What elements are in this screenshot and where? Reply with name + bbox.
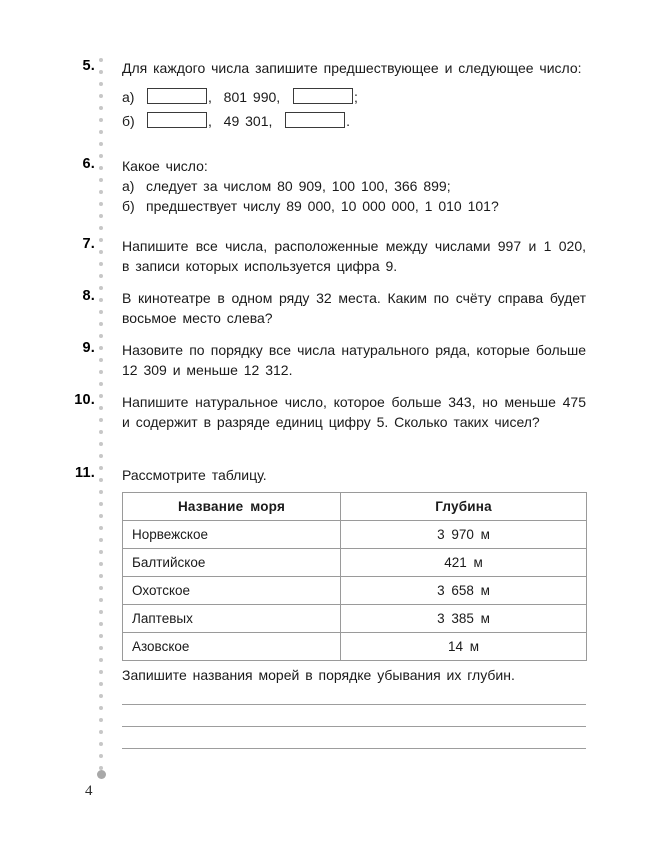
answer-box-5b-right[interactable] (285, 112, 345, 128)
rail-dot (99, 526, 103, 530)
subitem-a-comma: , (276, 89, 281, 105)
page-number: 4 (85, 783, 93, 799)
rail-dot (99, 262, 103, 266)
rail-dot (99, 286, 103, 290)
exercise-11-number: 11. (75, 465, 95, 481)
rail-dot (99, 418, 103, 422)
rail-dot (99, 166, 103, 170)
rail-dot (99, 598, 103, 602)
rail-dot (99, 622, 103, 626)
rail-dot (99, 70, 103, 74)
exercise-6-subitem-a (122, 176, 586, 196)
writing-line-3[interactable] (122, 748, 586, 749)
rail-dot (99, 298, 103, 302)
rail-dot (99, 430, 103, 434)
subitem-a-content (146, 87, 586, 107)
exercise-8-body (122, 288, 586, 328)
exercise-5-body (122, 58, 586, 131)
answer-box-5a-left[interactable] (147, 88, 207, 104)
exercise-6-prompt: Какое число: (122, 158, 208, 174)
rail-dot (99, 466, 103, 470)
writing-line-1[interactable] (122, 704, 586, 705)
rail-dot (99, 754, 103, 758)
rail-dot (99, 274, 103, 278)
rail-dot (99, 718, 103, 722)
rail-dot (99, 94, 103, 98)
table-cell-sea-name: Балтийское (123, 549, 341, 577)
rail-dot (99, 82, 103, 86)
subitem-b-value: 49 301 (223, 113, 269, 129)
exercise-11-followup-body (122, 665, 586, 685)
exercise-11-body (122, 465, 586, 485)
rail-dot (99, 490, 103, 494)
exercise-5-subitem-b (122, 111, 586, 131)
subitem-b-label: б) (122, 198, 135, 214)
rail-dot (99, 706, 103, 710)
subitem-b-text: предшествует числу 89 000, 10 000 000, 1 010 101? (146, 198, 499, 214)
table-row (123, 633, 587, 661)
subitem-b-label: б) (122, 113, 135, 129)
table-cell-sea-name: Азовское (123, 633, 341, 661)
subitem-b-comma: , (268, 113, 273, 129)
rail-dot (99, 610, 103, 614)
exercise-5-prompt: Для каждого числа запишите предшествующее и следующее число: (122, 60, 582, 76)
rail-dot (99, 586, 103, 590)
exercise-7-prompt: Напишите все числа, расположенные между числами 997 и 1 020, в записи которых используется цифра 9. (122, 238, 586, 274)
rail-dot (99, 58, 103, 62)
rail-dot (99, 454, 103, 458)
rail-dot (99, 406, 103, 410)
rail-dot (99, 178, 103, 182)
rail-dot (99, 214, 103, 218)
rail-dot (99, 658, 103, 662)
subitem-b-content (146, 111, 586, 131)
table-row (123, 521, 587, 549)
exercise-7-number: 7. (82, 236, 95, 252)
rail-dot (99, 322, 103, 326)
exercise-10-number: 10. (74, 392, 95, 408)
dotted-rail (99, 58, 105, 770)
exercise-11-followup: Запишите названия морей в порядке убывания их глубин. (122, 667, 515, 683)
subitem-a-label: а) (122, 89, 135, 105)
rail-dot (99, 694, 103, 698)
table-cell-sea-name: Охотское (123, 577, 341, 605)
exercise-8-prompt: В кинотеатре в одном ряду 32 места. Каким по счёту справа будет восьмое место слева? (122, 290, 586, 326)
exercise-5-number: 5. (82, 58, 95, 74)
answer-box-5a-right[interactable] (293, 88, 353, 104)
rail-dot (99, 742, 103, 746)
exercise-6-subitem-b (122, 196, 586, 216)
table-row (123, 577, 587, 605)
subitem-a-sep-left: , (208, 89, 212, 105)
writing-line-2[interactable] (122, 726, 586, 727)
rail-dot (99, 142, 103, 146)
subitem-a-sep-right: ; (353, 89, 358, 105)
exercise-9-prompt: Назовите по порядку все числа натурального ряда, которые больше 12 309 и меньше 12 312. (122, 342, 586, 378)
table-header-depth: Глубина (341, 493, 587, 521)
exercise-8-number: 8. (82, 288, 95, 304)
rail-end-dot (97, 770, 106, 779)
answer-box-5b-left[interactable] (147, 112, 207, 128)
rail-dot (99, 370, 103, 374)
exercise-6-body (122, 156, 586, 216)
rail-dot (99, 106, 103, 110)
subitem-a-value: 801 990 (223, 89, 277, 105)
rail-dot (99, 478, 103, 482)
seas-depth-table-wrapper (122, 492, 586, 661)
exercise-10-body (122, 392, 586, 432)
rail-dot (99, 562, 103, 566)
rail-dot (99, 130, 103, 134)
exercise-5-subitem-a (122, 87, 586, 107)
subitem-b-sep-right: . (346, 113, 351, 129)
rail-dot (99, 646, 103, 650)
rail-dot (99, 226, 103, 230)
table-row (123, 605, 587, 633)
rail-dot (99, 538, 103, 542)
rail-dot (99, 550, 103, 554)
subitem-a-text: следует за числом 80 909, 100 100, 366 899; (146, 178, 451, 194)
rail-dot (99, 442, 103, 446)
rail-dot (99, 634, 103, 638)
rail-dot (99, 394, 103, 398)
rail-dot (99, 574, 103, 578)
exercise-11-prompt: Рассмотрите таблицу. (122, 467, 267, 483)
table-header-name: Название моря (123, 493, 341, 521)
table-cell-sea-depth: 3 658 м (341, 577, 587, 605)
table-cell-sea-depth: 3 970 м (341, 521, 587, 549)
rail-dot (99, 250, 103, 254)
subitem-b-sep-left: , (208, 113, 212, 129)
rail-dot (99, 154, 103, 158)
rail-dot (99, 190, 103, 194)
table-cell-sea-depth: 14 м (341, 633, 587, 661)
rail-dot (99, 238, 103, 242)
table-cell-sea-name: Лаптевых (123, 605, 341, 633)
table-header-row (123, 493, 587, 521)
exercise-7-body (122, 236, 586, 276)
exercise-10-prompt: Напишите натуральное число, которое больше 343, но меньше 475 и содержит в разряде единиц цифру 5. Сколько таких чисел? (122, 394, 586, 430)
rail-dot (99, 334, 103, 338)
rail-dot (99, 514, 103, 518)
rail-dot (99, 346, 103, 350)
rail-dot (99, 502, 103, 506)
rail-dot (99, 382, 103, 386)
table-row (123, 549, 587, 577)
exercise-9-body (122, 340, 586, 380)
rail-dot (99, 730, 103, 734)
exercise-9-number: 9. (82, 340, 95, 356)
rail-dot (99, 118, 103, 122)
subitem-a-label: а) (122, 178, 135, 194)
rail-dot (99, 670, 103, 674)
exercise-6-number: 6. (82, 156, 95, 172)
table-cell-sea-depth: 421 м (341, 549, 587, 577)
table-cell-sea-depth: 3 385 м (341, 605, 587, 633)
rail-dot (99, 682, 103, 686)
seas-depth-table (122, 492, 587, 661)
rail-dot (99, 202, 103, 206)
table-cell-sea-name: Норвежское (123, 521, 341, 549)
rail-dot (99, 310, 103, 314)
rail-dot (99, 358, 103, 362)
